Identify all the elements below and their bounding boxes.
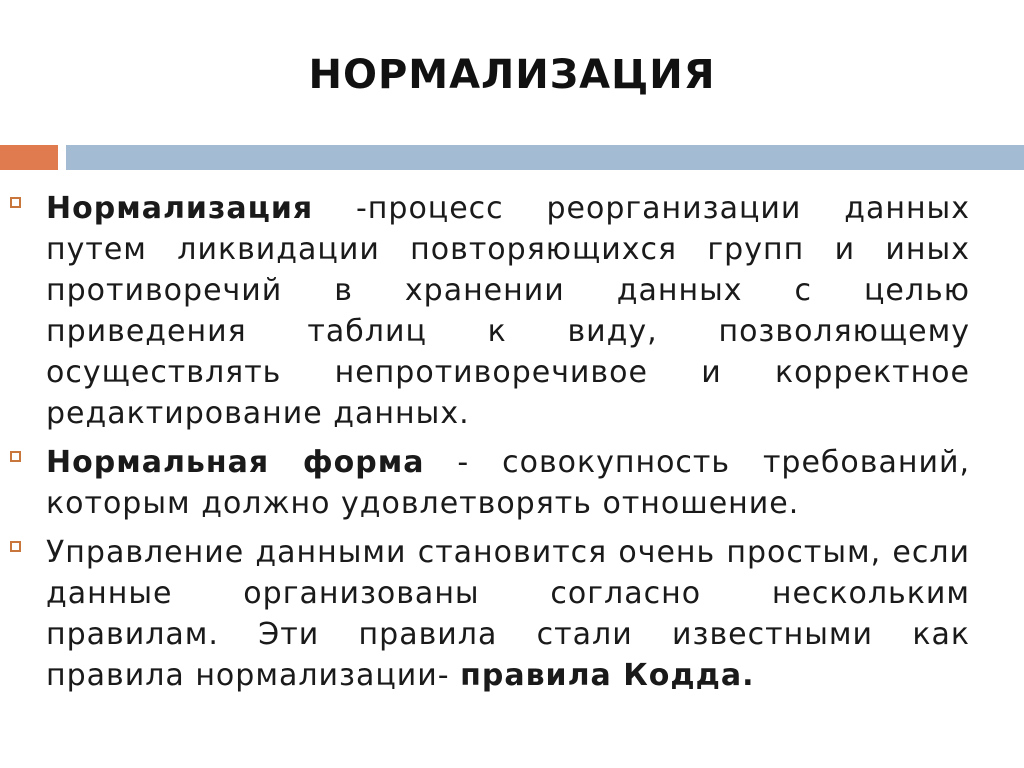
definition-normalization: -процесс реорганизации данных путем ликвидации повторяющихся групп и иных противоречий в хранении данных с целью приведения таблиц к виду, позволяющему осуществлять непротиворечивое и корректное редактирование данных. bbox=[46, 191, 970, 431]
slide-content bbox=[8, 188, 970, 704]
term-normalization: Нормализация bbox=[46, 191, 314, 226]
accent-bar-blue bbox=[66, 145, 1024, 170]
bullet-normal-form bbox=[8, 442, 970, 524]
bullet-normalization bbox=[8, 188, 970, 434]
text-codd-rules: Управление данными становится очень простым, если данные организованы согласно нескольким правилам. Эти правила стали известными как правила нормализации- bbox=[46, 535, 970, 693]
accent-bar-orange bbox=[0, 145, 58, 170]
term-normal-form: Нормальная форма bbox=[46, 445, 425, 480]
bullet-codd-rules bbox=[8, 532, 970, 696]
square-bullet-icon bbox=[10, 451, 21, 462]
definition-normal-form: - совокупность требований, которым должно удовлетворять отношение. bbox=[46, 445, 970, 521]
square-bullet-icon bbox=[10, 541, 21, 552]
slide-title: НОРМАЛИЗАЦИЯ bbox=[308, 52, 716, 98]
square-bullet-icon bbox=[10, 197, 21, 208]
term-codd-rules: правила Кодда. bbox=[460, 658, 755, 693]
